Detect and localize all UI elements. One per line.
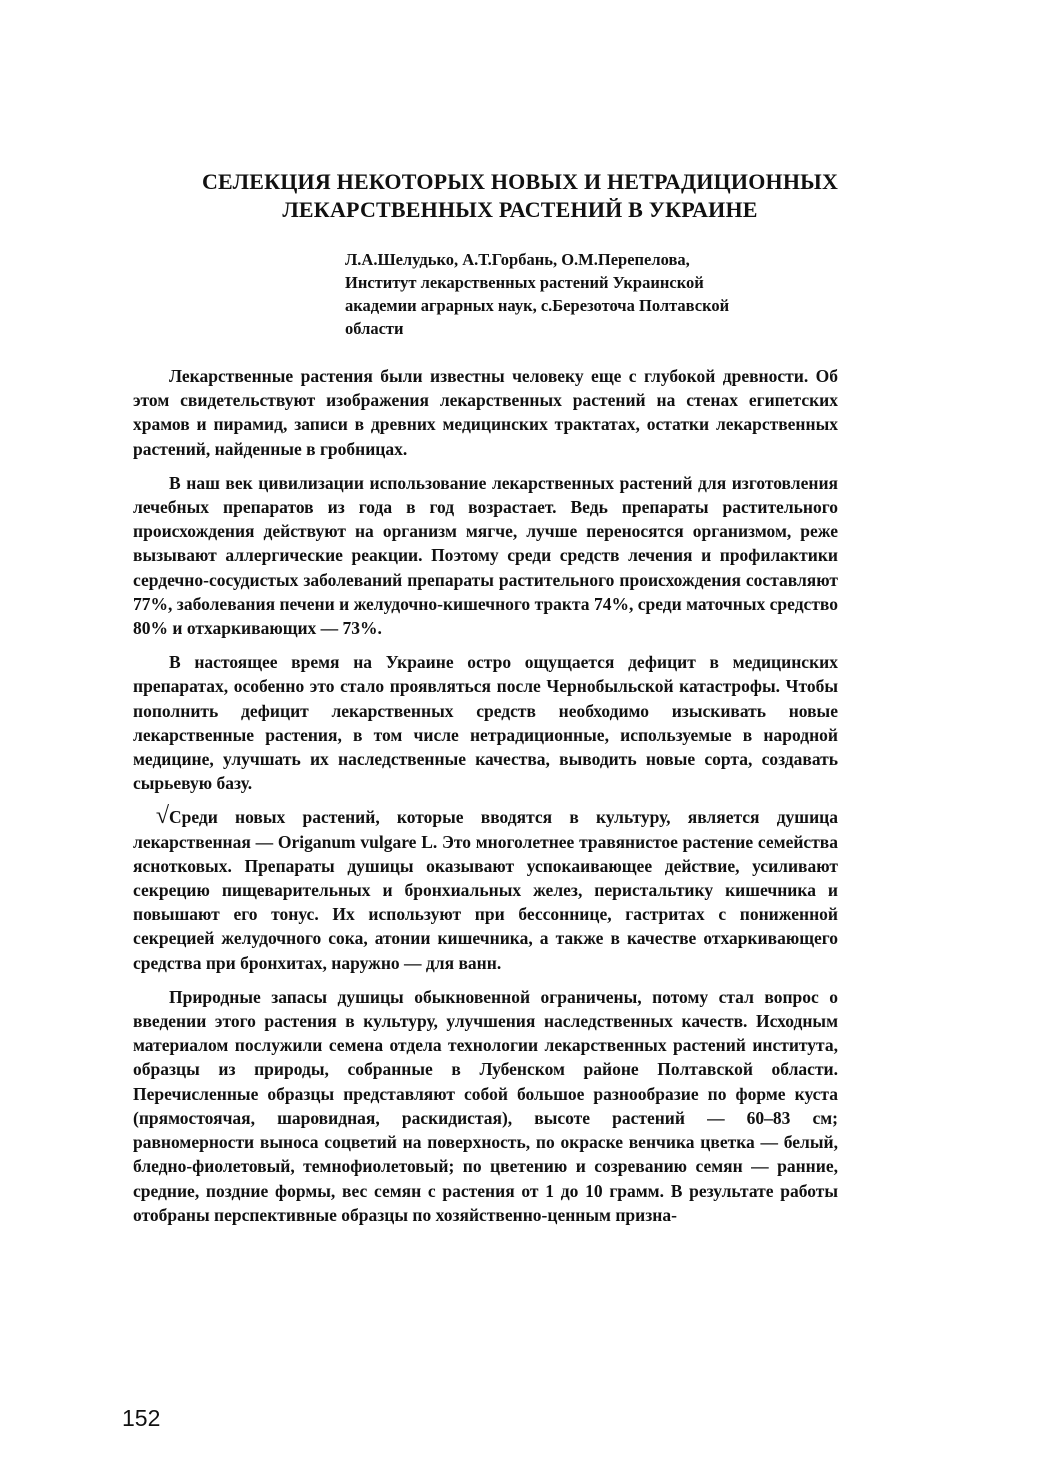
paragraph-1: Лекарственные растения были известны человеку еще с глубокой древности. Об этом свидетельствуют изображения лекарственных растений на стенах египетских храмов и пирамид, записи в древних медицинских трактатах, остатки лекарственных растений, найденные в гробницах. <box>133 366 838 459</box>
page-number: 152 <box>122 1405 161 1431</box>
affiliation-line-2: академии аграрных наук, с.Березоточа Полтавской <box>345 296 730 315</box>
paragraph-3: В настоящее время на Украине остро ощущается дефицит в медицинских препаратах, особенно это стало проявляться после Чернобыльской катастрофы. Чтобы пополнить дефицит лекарственных средств необходимо изыскивать новые лекарственные растения, в том числе нетрадиционные, используемые в народной медицине, улучшать их наследственные качества, выводить новые сорта, создавать сырьевую базу. <box>133 652 838 794</box>
title-line-1: СЕЛЕКЦИЯ НЕКОТОРЫХ НОВЫХ И НЕТРАДИЦИОННЫХ <box>201 169 839 194</box>
affiliation-line-1: Институт лекарственных растений Украинской <box>345 273 704 292</box>
paragraph-2: В наш век цивилизации использование лекарственных растений для изготовления лечебных препаратов из года в год возрастает. Ведь препараты растительного происхождения действуют на организм мягче, лучше переносятся организмом, реже вызывают аллергические реакции. Поэтому среди средств лечения и профилактики сердечно-сосудистых заболеваний препараты растительного происхождения составляют 77%, заболевания печени и желудочно-кишечного тракта 74%, среди маточных средство 80% и отхаркивающих — 73%. <box>133 472 838 639</box>
paragraph-4-text: Среди новых растений, которые вводятся в культуру, является душица лекарственная — Origanum vulgare L. Это многолетнее травянистое растение семейства яснотковых. Препараты душицы оказывают успокаивающее действие, усиливают секрецию пищеварительных и бронхиальных желез, перистальтику кишечника и повышают его тонус. Их используют при бессоннице, гастритах с пониженной секрецией желудочного сока, атонии кишечника, а также в качестве отхаркивающего средства при бронхитах, наружно — для ванн. <box>133 807 838 973</box>
paragraph-4 <box>133 805 838 974</box>
handwritten-check-mark: √ <box>155 803 169 830</box>
article-body <box>133 364 838 1237</box>
title-line-2: ЛЕКАРСТВЕННЫХ РАСТЕНИЙ В УКРАИНЕ <box>282 197 758 222</box>
paragraph-5: Природные запасы душицы обыкновенной ограничены, потому стал вопрос о введении этого растения в культуру, улучшения наследственных качеств. Исходным материалом послужили семена отдела технологии лекарственных растений института, образцы из природы, собранные в Лубенском районе Полтавской области. Перечисленные образцы представляют собой большое разнообразие по форме куста (прямостоячая, шаровидная, раскидистая), высоте растений — 60–83 см; равномерности выноса соцветий на поверхность, по окраске венчика цветка — белый, бледно-фиолетовый, темнофиолетовый; по цветению и созреванию семян — ранние, средние, поздние формы, вес семян с растения от 1 до 10 грамм. В результате работы отобраны перспективные образцы по хозяйственно-ценным призна- <box>133 986 838 1225</box>
article-title <box>120 168 920 224</box>
author-names: Л.А.Шелудько, А.Т.Горбань, О.М.Перепелова, <box>345 250 690 269</box>
affiliation-line-3: области <box>345 319 404 338</box>
author-block <box>345 248 825 340</box>
